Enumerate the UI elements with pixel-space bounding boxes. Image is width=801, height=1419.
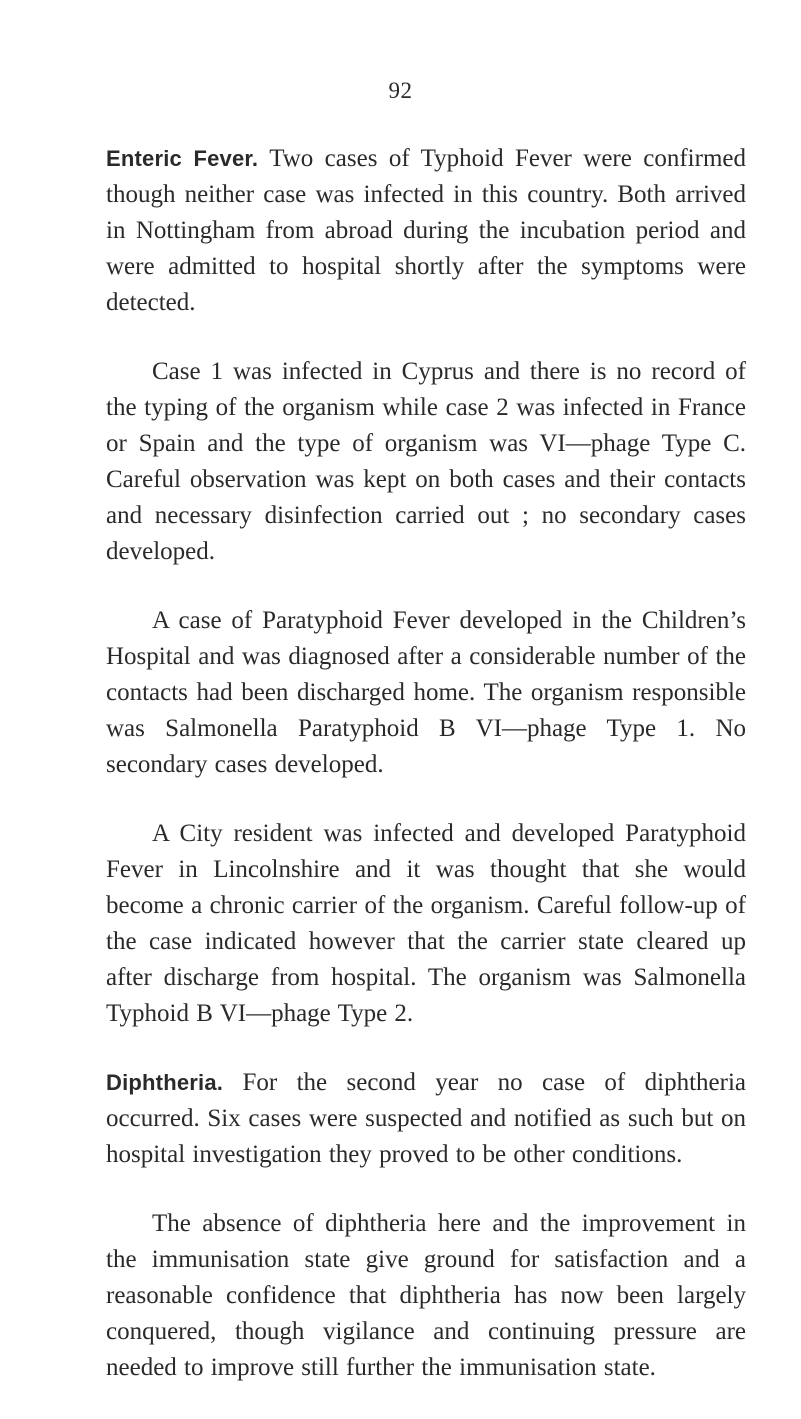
page-number: 92 [388, 78, 413, 103]
page-content [106, 141, 746, 1419]
diphtheria-intro-text: For the second year no case of diphtheria occurred. Six cases were suspected and notified as such but on hospital investigation they proved to be other conditions. [106, 1069, 746, 1168]
enteric-fever-paragraph-2: Case 1 was infected in Cyprus and there is no record of the typing of the organism while case 2 was infected in France or Spain and the type of organism was VI—phage Type C. Careful observation was kept on both cases and their contacts and necessary disinfection carried out ; no secondary cases developed. [106, 358, 746, 565]
enteric-fever-intro-text: Two cases of Typhoid Fever were confirmed though neither case was infected in this country. Both arrived in Nottingham from abroad during the incubation period and were admitted to hospital shortly after the symptoms were detected. [106, 145, 746, 316]
enteric-fever-paragraph-3: A case of Paratyphoid Fever developed in the Children’s Hospital and was diagnosed after a considerable number of the contacts had been discharged home. The organism responsible was Salmonella Paratyphoid B VI—phage Type 1. No secondary cases developed. [106, 607, 746, 778]
enteric-fever-paragraph-4: A City resident was infected and developed Paratyphoid Fever in Lincolnshire and it was thought that she would become a chronic carrier of the organism. Careful follow-up of the case indicated however that the carrier state cleared up after discharge from hospital. The organism was Salmonella Typhoid B VI—phage Type 2. [106, 820, 746, 1027]
diphtheria-heading: Diphtheria. [106, 1070, 224, 1095]
diphtheria-paragraph-1 [106, 1065, 746, 1173]
enteric-fever-paragraph-1 [106, 141, 746, 321]
enteric-fever-heading: Enteric Fever. [106, 146, 259, 171]
diphtheria-paragraph-2: The absence of diphtheria here and the improvement in the immunisation state give ground for satisfaction and a reasonable confidence that diphtheria has now been largely conquered, though vigilance and continuing pressure are needed to improve still further the immunisation state. [106, 1210, 746, 1381]
